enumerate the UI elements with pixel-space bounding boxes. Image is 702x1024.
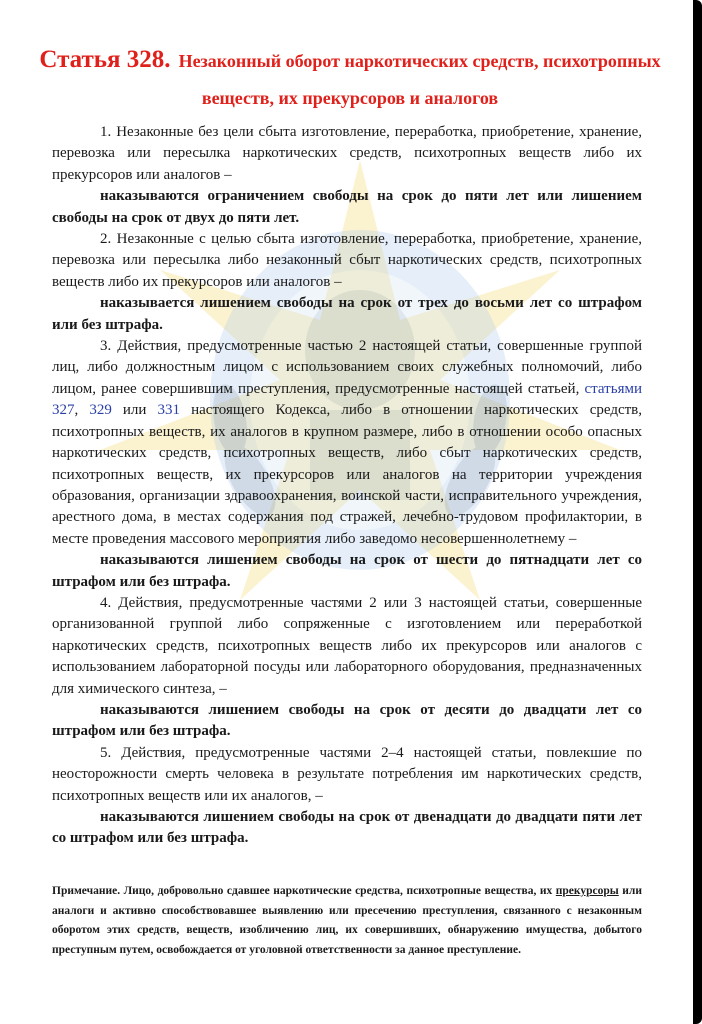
link-article-327[interactable]: статьями 327 — [52, 380, 642, 419]
part-5-text: 5. Действия, предусмотренные частями 2–4 настоящей статьи, повлекшие по неосторожности смерть человека в результате потребления им наркотических средств, психотропных веществ или их аналогов, – — [52, 744, 642, 804]
part-5-penalty: наказываются лишением свободы на срок от двенадцати до двадцати пяти лет со штрафом или без штрафа. — [52, 809, 642, 847]
part-4-penalty: наказываются лишением свободы на срок от десяти до двадцати лет со штрафом или без штрафа. — [52, 701, 642, 740]
part-1-text: 1. Незаконные без цели сбыта изготовление, переработка, приобретение, хранение, перевозка или пересылка наркотических средств, психотропных веществ либо их прекурсоров или аналогов – — [52, 124, 642, 183]
part-2-text: 2. Незаконные с целью сбыта изготовление, переработка, приобретение, хранение, перевозка или пересылка либо незаконный сбыт наркотических средств, психотропных веществ либо их прекурсоров или аналогов – — [52, 231, 642, 290]
part-3-sep2: или — [111, 402, 158, 419]
part-3-text-before: 3. Действия, предусмотренные частью 2 настоящей статьи, совершенные группой лиц, либо должностным лицом с использованием своих служебных полномочий, либо лицом, ранее совершившим преступления, предусмотренные настоящей статьей, — [52, 338, 642, 397]
note-text-after: или аналоги и активно способствовавшее выявлению или пресечению преступления, связанного с незаконным оборотом этих средств, веществ, изобличению лиц, их совершивших, обнаружению имущества, добытого преступным путем, освобождается от уголовной ответственности за данное преступление. — [52, 885, 642, 956]
note-underlined-term: прекурсоры — [555, 885, 619, 897]
article-number: Статья 328. — [39, 46, 171, 73]
article-note — [52, 882, 642, 960]
note-text-before: Примечание. Лицо, добровольно сдавшее наркотические средства, психотропные вещества, их — [52, 885, 556, 897]
article-title — [20, 40, 680, 114]
part-1-penalty: наказываются ограничением свободы на срок до пяти лет или лишением свободы на срок от двух до пяти лет. — [52, 188, 642, 226]
part-3-penalty: наказываются лишением свободы на срок от шести до пятнадцати лет со штрафом или без штрафа. — [52, 552, 642, 590]
link-article-329[interactable]: 329 — [89, 402, 112, 419]
part-3-sep1: , — [74, 402, 90, 419]
part-2-penalty: наказывается лишением свободы на срок от трех до восьми лет со штрафом или без штрафа. — [52, 295, 642, 333]
part-4-text: 4. Действия, предусмотренные частями 2 или 3 настоящей статьи, совершенные организованной группой либо сопряженные с изготовлением или переработкой наркотических средств, психотропных веществ либо их прекурсоров или аналогов с использованием лабораторной посуды или лабораторного оборудования, предназначенных для химического синтеза, – — [52, 594, 642, 697]
link-article-331[interactable]: 331 — [157, 402, 181, 419]
article-body — [52, 122, 642, 850]
part-3-text-after: настоящего Кодекса, либо в отношении наркотических средств, психотропных веществ, их аналогов в крупном размере, либо в отношении особо опасных наркотических средств, психотропных веществ, либо сбыт наркотических средств, психотропных веществ, их прекурсоров или аналогов на территории учреждения образования, организации здравоохранения, воинской части, исправительного учреждения, арестного дома, в местах содержания под стражей, лечебно-трудовом профилактории, в месте проведения массового мероприятия либо заведомо несовершеннолетнему – — [52, 402, 642, 547]
right-edge-border — [693, 0, 702, 1024]
article-name: Незаконный оборот наркотических средств, психотропных веществ, их прекурсоров и аналогов — [178, 51, 661, 108]
part-3-text — [52, 336, 642, 550]
